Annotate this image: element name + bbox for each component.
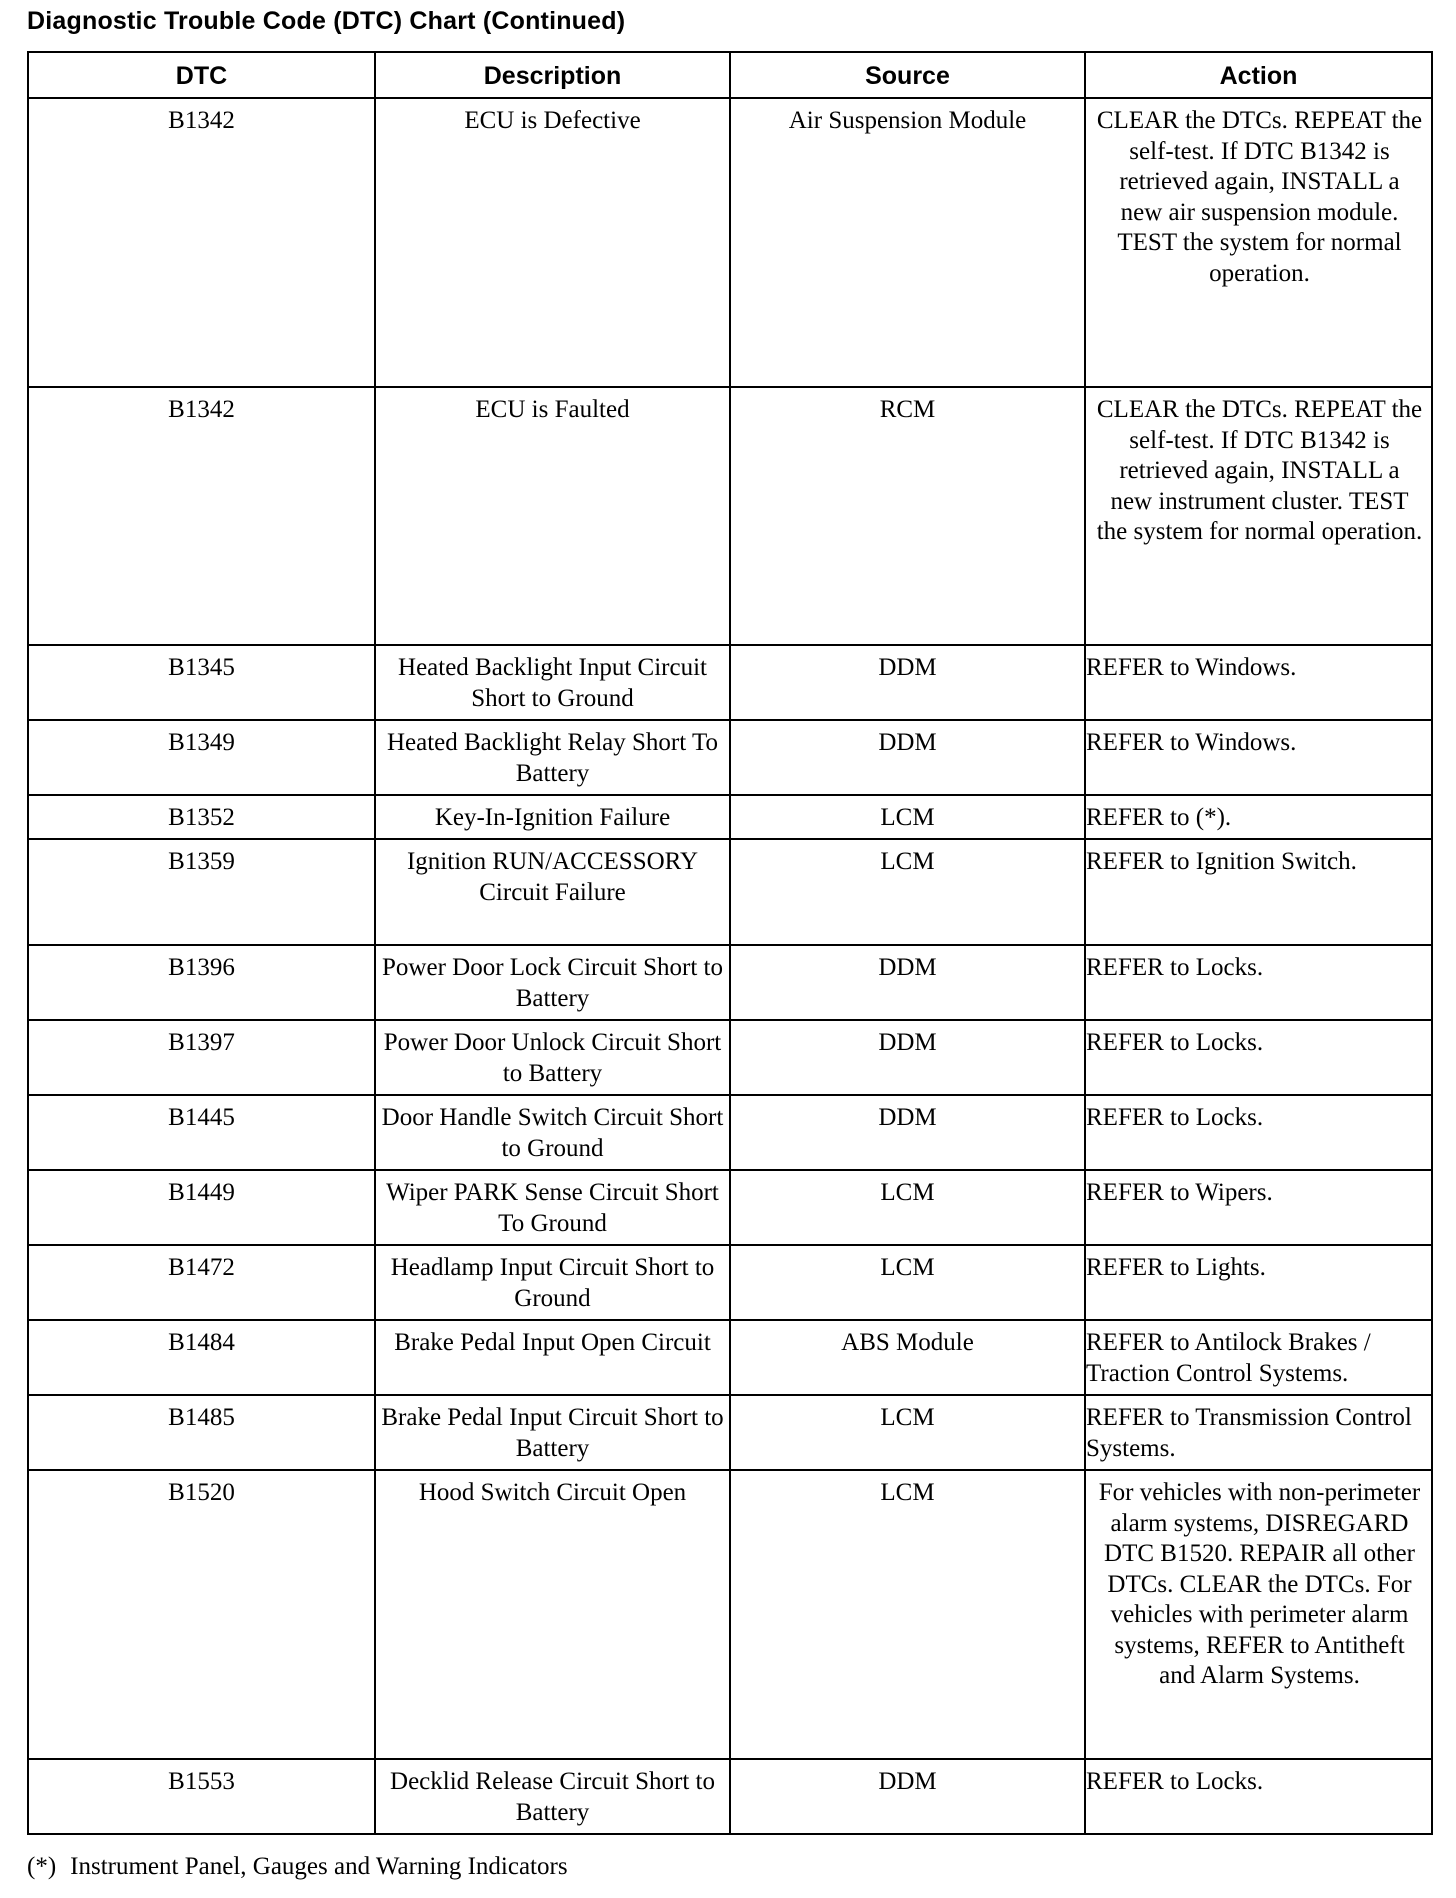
dtc-code: B1472	[28, 1245, 375, 1320]
dtc-action: CLEAR the DTCs. REPEAT the self-test. If DTC B1342 is retrieved again, INSTALL a new instrument cluster. TEST the system for normal operation.	[1085, 387, 1432, 645]
header-dtc: DTC	[28, 52, 375, 98]
dtc-description: ECU is Faulted	[375, 387, 730, 645]
dtc-code: B1484	[28, 1320, 375, 1395]
dtc-action: REFER to Locks.	[1085, 1095, 1432, 1170]
dtc-code: B1342	[28, 98, 375, 387]
dtc-source: LCM	[730, 1170, 1085, 1245]
dtc-action: REFER to Windows.	[1085, 645, 1432, 720]
dtc-code: B1485	[28, 1395, 375, 1470]
dtc-action: REFER to Lights.	[1085, 1245, 1432, 1320]
dtc-code: B1349	[28, 720, 375, 795]
dtc-description: Heated Backlight Input Circuit Short to Ground	[375, 645, 730, 720]
dtc-action: CLEAR the DTCs. REPEAT the self-test. If DTC B1342 is retrieved again, INSTALL a new air suspension module. TEST the system for normal operation.	[1085, 98, 1432, 387]
dtc-action: REFER to (*).	[1085, 795, 1432, 839]
footnote-marker: (*)	[27, 1853, 57, 1880]
dtc-source: DDM	[730, 1095, 1085, 1170]
dtc-description: Ignition RUN/ACCESSORY Circuit Failure	[375, 839, 730, 945]
dtc-table	[27, 51, 1433, 1835]
dtc-action: REFER to Locks.	[1085, 945, 1432, 1020]
dtc-description: ECU is Defective	[375, 98, 730, 387]
dtc-action: For vehicles with non-perimeter alarm systems, DISREGARD DTC B1520. REPAIR all other DTCs. CLEAR the DTCs. For vehicles with perimeter alarm systems, REFER to Antitheft and Alarm Systems.	[1085, 1470, 1432, 1759]
dtc-description: Brake Pedal Input Circuit Short to Battery	[375, 1395, 730, 1470]
header-description: Description	[375, 52, 730, 98]
dtc-source: DDM	[730, 1759, 1085, 1834]
dtc-source: LCM	[730, 839, 1085, 945]
dtc-description: Key-In-Ignition Failure	[375, 795, 730, 839]
dtc-action: REFER to Antilock Brakes / Traction Control Systems.	[1085, 1320, 1432, 1395]
dtc-code: B1445	[28, 1095, 375, 1170]
dtc-source: DDM	[730, 1020, 1085, 1095]
dtc-code: B1449	[28, 1170, 375, 1245]
dtc-description: Heated Backlight Relay Short To Battery	[375, 720, 730, 795]
footnote-text: Instrument Panel, Gauges and Warning Indicators	[70, 1853, 568, 1880]
dtc-description: Headlamp Input Circuit Short to Ground	[375, 1245, 730, 1320]
dtc-description: Brake Pedal Input Open Circuit	[375, 1320, 730, 1395]
table-row	[28, 645, 1432, 720]
dtc-code: B1345	[28, 645, 375, 720]
footnote	[27, 1852, 568, 1882]
table-row	[28, 387, 1432, 645]
dtc-source: LCM	[730, 1395, 1085, 1470]
dtc-action: REFER to Ignition Switch.	[1085, 839, 1432, 945]
table-row	[28, 1759, 1432, 1834]
dtc-description: Hood Switch Circuit Open	[375, 1470, 730, 1759]
table-row	[28, 795, 1432, 839]
table-row	[28, 1395, 1432, 1470]
dtc-description: Decklid Release Circuit Short to Battery	[375, 1759, 730, 1834]
dtc-code: B1359	[28, 839, 375, 945]
dtc-code: B1396	[28, 945, 375, 1020]
dtc-source: LCM	[730, 1470, 1085, 1759]
table-row	[28, 945, 1432, 1020]
dtc-code: B1352	[28, 795, 375, 839]
dtc-action: REFER to Locks.	[1085, 1020, 1432, 1095]
dtc-code: B1520	[28, 1470, 375, 1759]
dtc-source: DDM	[730, 720, 1085, 795]
dtc-source: LCM	[730, 1245, 1085, 1320]
dtc-source: LCM	[730, 795, 1085, 839]
dtc-action: REFER to Transmission Control Systems.	[1085, 1395, 1432, 1470]
dtc-description: Power Door Lock Circuit Short to Battery	[375, 945, 730, 1020]
dtc-source: Air Suspension Module	[730, 98, 1085, 387]
dtc-source: DDM	[730, 645, 1085, 720]
table-row	[28, 1245, 1432, 1320]
dtc-code: B1342	[28, 387, 375, 645]
table-row	[28, 98, 1432, 387]
header-action: Action	[1085, 52, 1432, 98]
dtc-description: Wiper PARK Sense Circuit Short To Ground	[375, 1170, 730, 1245]
dtc-code: B1397	[28, 1020, 375, 1095]
page-title: Diagnostic Trouble Code (DTC) Chart (Continued)	[27, 7, 626, 35]
dtc-source: ABS Module	[730, 1320, 1085, 1395]
header-source: Source	[730, 52, 1085, 98]
dtc-source: RCM	[730, 387, 1085, 645]
dtc-source: DDM	[730, 945, 1085, 1020]
dtc-action: REFER to Locks.	[1085, 1759, 1432, 1834]
dtc-description: Power Door Unlock Circuit Short to Battery	[375, 1020, 730, 1095]
dtc-description: Door Handle Switch Circuit Short to Ground	[375, 1095, 730, 1170]
dtc-action: REFER to Wipers.	[1085, 1170, 1432, 1245]
table-header-row	[28, 52, 1432, 98]
table-row	[28, 1020, 1432, 1095]
table-row	[28, 1320, 1432, 1395]
table-row	[28, 839, 1432, 945]
dtc-code: B1553	[28, 1759, 375, 1834]
table-row	[28, 1170, 1432, 1245]
table-row	[28, 1095, 1432, 1170]
dtc-action: REFER to Windows.	[1085, 720, 1432, 795]
table-row	[28, 1470, 1432, 1759]
table-row	[28, 720, 1432, 795]
